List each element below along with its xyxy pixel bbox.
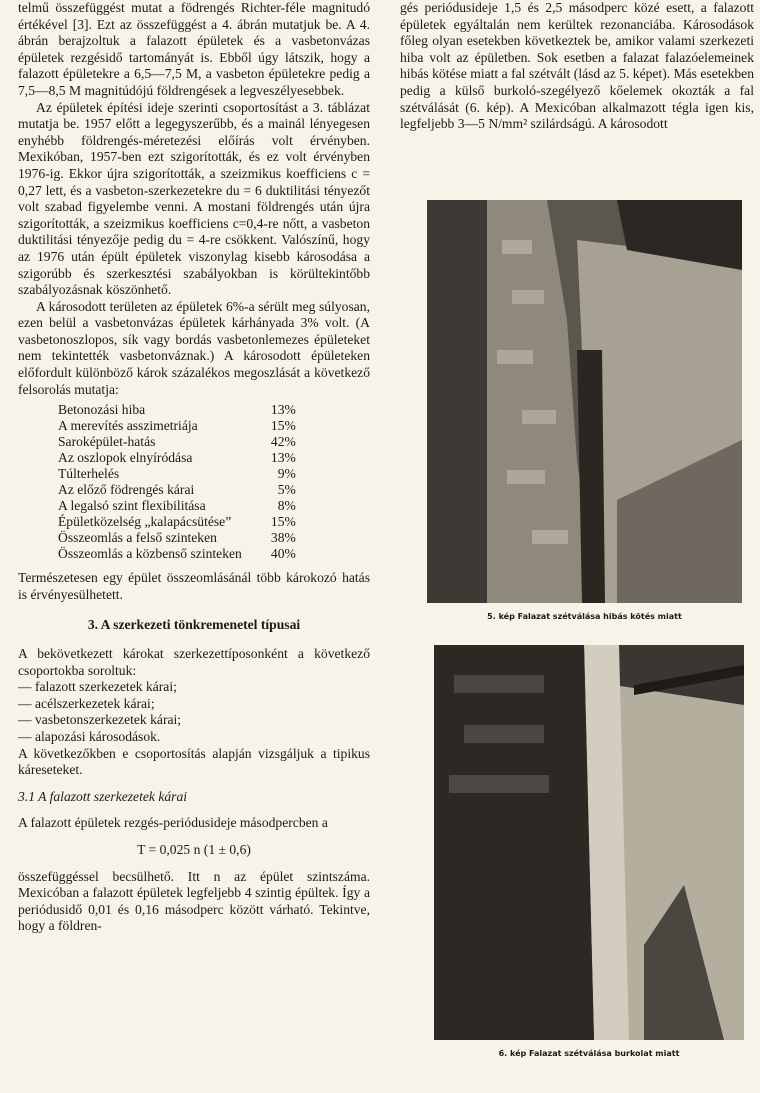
damage-row <box>58 402 296 418</box>
damage-label: A merevítés asszimetriája <box>58 418 198 434</box>
damage-row <box>58 514 296 530</box>
damage-label: Saroképület-hatás <box>58 434 156 450</box>
damage-percent: 15% <box>270 514 296 530</box>
damage-percent: 8% <box>277 498 296 514</box>
damage-row <box>58 546 296 562</box>
paragraph: Az épületek építési ideje szerinti csoportosítást a 3. táblázat mutatja be. 1957 előtt a legegyszerűbb, és a mainál lényegesen enyhébb földrengés-méretezési előírás volt érvényben. Mexikóban, 1957-ben ezt szigorították, és ez volt érvényben 1976-ig. Ekkor újra szigorították, a szeizmikus koefficiens c = 0,27 lett, és a vasbeton-szerkezetekre du = 6 duktilitási tényezőt volt szabad figyelembe venni. A mostani földrengés után újra szigorították, a szeizmikus koefficiens c=0,4-re nőtt, a vasbeton duktilitási tényezője pedig du = 4-re csökkent. Valószínű, hogy az 1976 után épült épületek viszonylag kisebb károsodása a szigorúbb és szerkesztési szabályokban is körültekintőbb szabályozásnak köszönhető. <box>18 99 370 298</box>
paragraph: összefüggéssel becsülhető. Itt n az épület szintszáma. Mexicóban a falazott épületek legfeljebb 4 szintig épültek. Így a periódusidő 0,01 és 0,16 másodperc között várható. Tekintve, hogy a földren- <box>18 868 370 934</box>
subsection-heading: 3.1 A falazott szerkezetek kárai <box>18 788 188 804</box>
photo-6-caption: 6. kép Falazat szétválása burkolat miatt <box>498 1049 680 1058</box>
damage-row <box>58 418 296 434</box>
damage-row <box>58 498 296 514</box>
left-column <box>18 0 370 935</box>
damage-label: Épületközelség „kalapácsütése” <box>58 514 232 530</box>
damage-percent: 13% <box>270 402 296 418</box>
paragraph: A falazott épületek rezgés-periódusideje másodpercben a <box>18 815 328 831</box>
photo-5-caption: 5. kép Falazat szétválása hibás kötés miatt <box>487 612 682 621</box>
paragraph: A károsodott területen az épületek 6%-a sérült meg súlyosan, ezen belül a vasbetonvázas épületek kárhányada 3% volt. (A vasbetonoszlopos, sík vagy bordás vasbetonlemezes épületeket nem tekintették vasbetonváznak.) A károsodott épületeken előfordult különböző károk százalékos megoszlását a következő felsorolás mutatja: <box>18 298 370 397</box>
damage-row <box>58 450 296 466</box>
paragraph: A következőkben e csoportosítás alapján vizsgáljuk a tipikus káreseteket. <box>18 745 370 778</box>
damage-percent: 38% <box>270 530 296 546</box>
photo-5-image <box>427 200 742 603</box>
damage-percent: 15% <box>270 418 296 434</box>
list-item: — falazott szerkezetek kárai; <box>18 679 370 696</box>
damage-percent: 13% <box>270 450 296 466</box>
damage-percent: 40% <box>270 546 296 562</box>
list-item: — alapozási károsodások. <box>18 729 370 746</box>
damage-label: Összeomlás a közbenső szinteken <box>58 546 242 562</box>
paragraph: gés periódusideje 1,5 és 2,5 másodperc közé esett, a falazott épületek egyáltalán nem kerültek rezonanciába. Károsodások főleg olyan esetekben következtek be, amikor valami szerkezeti hiba volt az épületben. Sok esetben a falazat falazóelemeinek hibás kötése miatt a fal szétvált (lásd az 5. képet). Más esetekben pedig a külső burkoló-szegélyező kőelemek okozták a fal szétválását (6. kép). A Mexicóban alkalmazott tégla igen kis, legfeljebb 3—5 N/mm² szilárdságú. A károsodott <box>400 0 754 132</box>
right-column <box>400 0 754 133</box>
damage-percent: 5% <box>277 482 296 498</box>
photo-5-wall-separation-bond <box>427 200 742 603</box>
damage-label: Összeomlás a felső szinteken <box>58 530 217 546</box>
list-item: — acélszerkezetek kárai; <box>18 696 370 713</box>
list-item: — vasbetonszerkezetek kárai; <box>18 712 370 729</box>
damage-distribution-list <box>58 402 296 562</box>
damage-percent: 9% <box>277 466 296 482</box>
photo-6-image <box>434 645 744 1040</box>
damage-label: A legalsó szint flexibilitása <box>58 498 206 514</box>
paragraph: A bekövetkezett károkat szerkezettíposonként a következő csoportokba soroltuk: <box>18 646 370 678</box>
damage-row <box>58 466 296 482</box>
formula: T = 0,025 n (1 ± 0,6) <box>137 841 251 857</box>
damage-label: Az előző födrengés kárai <box>58 482 195 498</box>
damage-label: Betonozási hiba <box>58 402 146 418</box>
damage-row <box>58 434 296 450</box>
damage-label: Az oszlopok elnyíródása <box>58 450 193 466</box>
damage-row <box>58 482 296 498</box>
damage-percent: 42% <box>270 434 296 450</box>
section-heading: 3. A szerkezeti tönkremenetel típusai <box>87 617 301 633</box>
damage-label: Túlterhelés <box>58 466 120 482</box>
damage-row <box>58 530 296 546</box>
structure-type-list <box>18 679 370 745</box>
paragraph: Természetesen egy épület összeomlásánál több károkozó hatás is érvényesülhetett. <box>18 570 370 602</box>
photo-6-wall-separation-cladding <box>434 645 744 1040</box>
paragraph: telmű összefüggést mutat a födrengés Richter-féle magnitudó értékével [3]. Ezt az összefüggést a 4. ábrán mutatjuk be. A 4. ábrán berajzoltuk a falazott épületek és a vasbetonvázas épületek rezgésidő tartományát is. Ebből úgy látszik, hogy a falazott épületekre a 6,5—7,5 M, a vasbeton épületekre pedig a 7,5—8,5 M magnitúdójú földrengések a legveszélyesebbek. <box>18 0 370 98</box>
